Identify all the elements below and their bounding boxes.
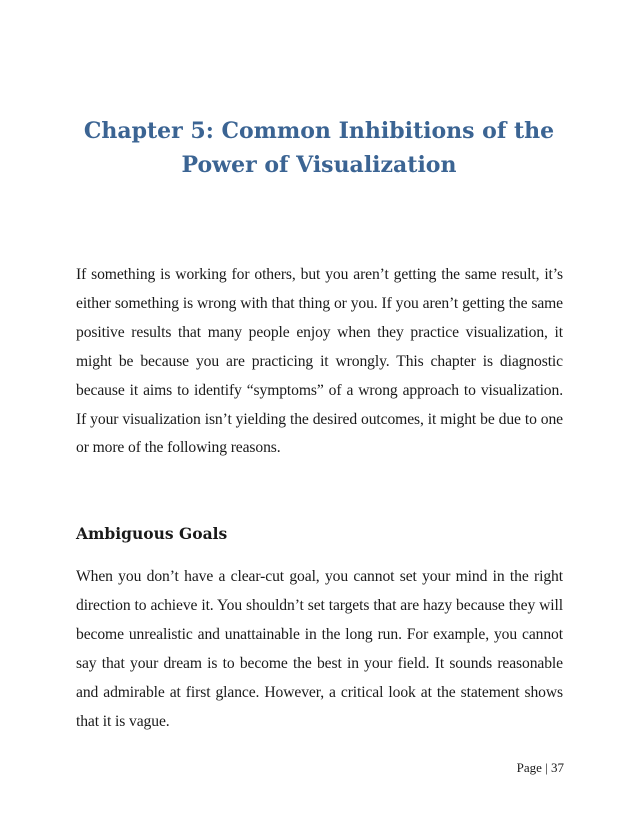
section-paragraph: When you don’t have a clear-cut goal, you cannot set your mind in the right direction to achieve it. You shouldn’t set targets that are hazy because they will become unrealistic and unattainable in the long run. For example, you cannot say that your dream is to become the best in your field. It sounds reasonable and admirable at first glance. However, a critical look at the statement shows that it is vague.: [76, 568, 563, 730]
page-number: Page | 37: [516, 760, 564, 775]
intro-paragraph: If something is working for others, but you aren’t getting the same result, it’s either something is wrong with that thing or you. If you aren’t getting the same positive results that many people enjoy when they practice visualization, it might be because you are practicing it wrongly. This chapter is diagnostic because it aims to identify “symptoms” of a wrong approach to visualization. If your visualization isn’t yielding the desired outcomes, it might be due to one or more of the following reasons.: [76, 266, 563, 457]
section-heading: Ambiguous Goals: [76, 524, 228, 543]
chapter-title: Chapter 5: Common Inhibitions of the Power of Visualization: [83, 118, 555, 178]
